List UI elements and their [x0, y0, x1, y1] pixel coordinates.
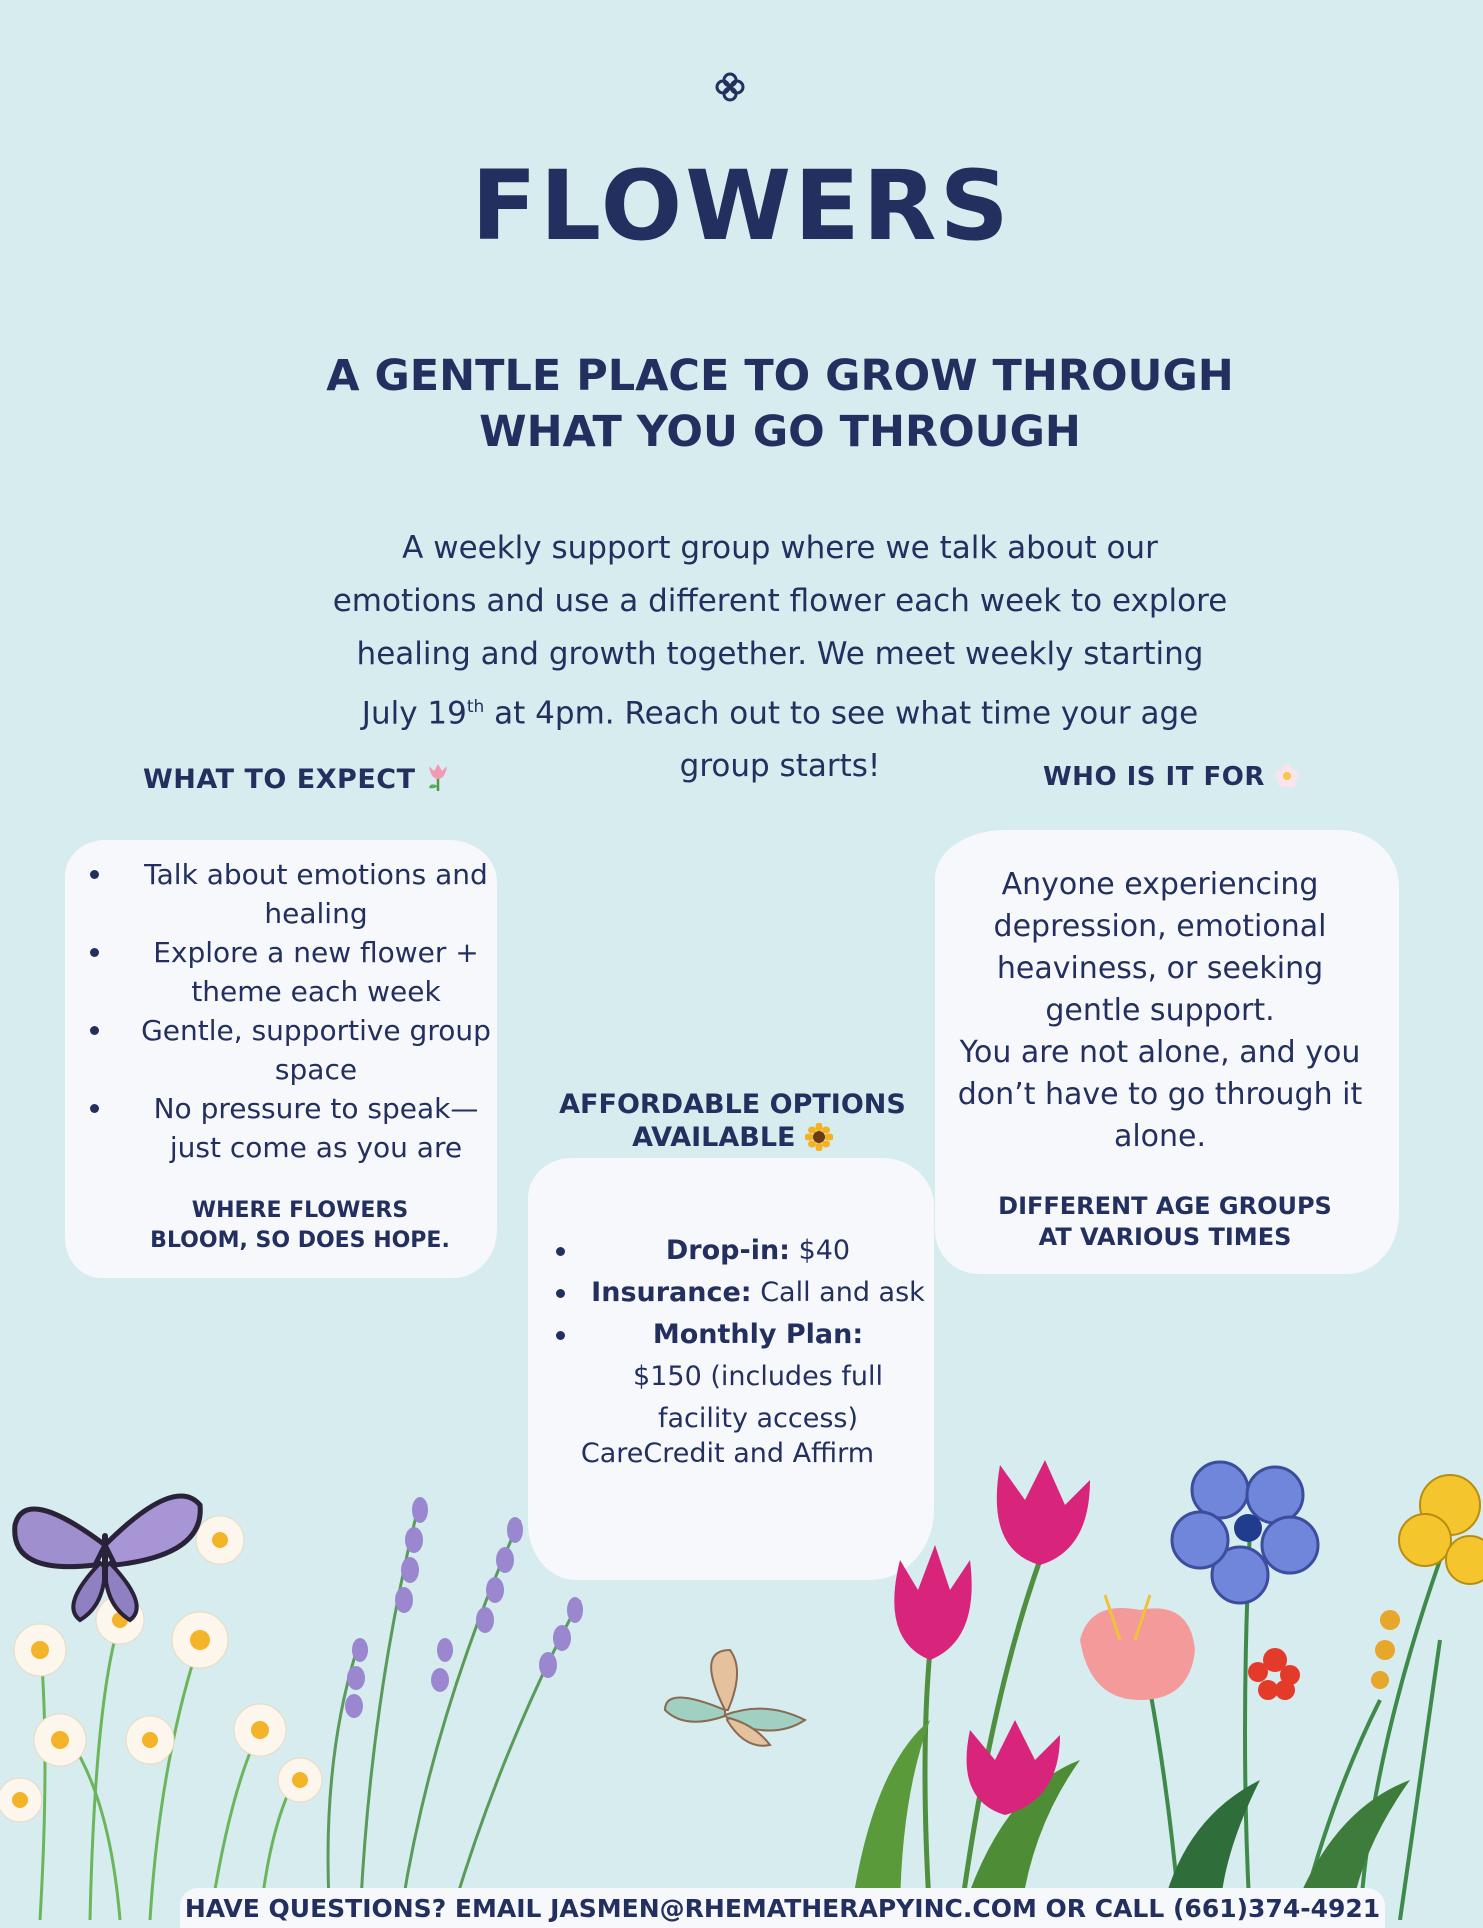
- list-item: Gentle, supportive group space: [90, 1011, 510, 1089]
- who-text: [955, 864, 1365, 1158]
- contact-footer: HAVE QUESTIONS? EMAIL JASMEN@RHEMATHERAPYINC.COM OR CALL (661)374-4921: [184, 1894, 1381, 1923]
- tulip-emoji-icon: [425, 762, 451, 792]
- subtitle-line-1: A GENTLE PLACE TO GROW THROUGH: [326, 351, 1234, 401]
- intro-superscript: th: [466, 697, 485, 717]
- intro-text-2: at 4pm. Reach out to see what time your age group starts!: [484, 695, 1199, 785]
- who-text-1: Anyone experiencing depression, emotional heaviness, or seeking gentle support.: [993, 867, 1327, 1028]
- flower-illustrations: [0, 1450, 1483, 1920]
- list-item: Explore a new flower + theme each week: [90, 933, 510, 1011]
- payment-note: CareCredit and Affirm: [580, 1438, 875, 1469]
- who-text-2: You are not alone, and you don’t have to go through it alone.: [957, 1035, 1363, 1154]
- list-item: Monthly Plan: $150 (includes full facility access): [548, 1314, 928, 1440]
- expect-list: [90, 855, 510, 1167]
- who-heading: [1043, 762, 1300, 792]
- options-heading-line-2: AVAILABLE: [545, 1121, 920, 1154]
- subtitle: [300, 348, 1260, 460]
- lavender-sprigs: [328, 1497, 583, 1920]
- sunflower-emoji-icon: [805, 1123, 833, 1151]
- list-item: Insurance: Call and ask: [548, 1272, 928, 1314]
- list-item: No pressure to speak—just come as you are: [90, 1089, 510, 1167]
- interlocking-loops-icon: [713, 70, 747, 104]
- expect-tagline-line-2: BLOOM, SO DOES HOPE.: [150, 1228, 450, 1253]
- who-heading-text: WHO IS IT FOR: [1043, 762, 1265, 792]
- list-item: Talk about emotions and healing: [90, 855, 510, 933]
- who-tagline: [960, 1191, 1370, 1253]
- intro-paragraph: [330, 522, 1230, 793]
- blossom-emoji-icon: [1274, 763, 1300, 789]
- list-item: Drop-in: $40: [548, 1230, 928, 1272]
- subtitle-line-2: WHAT YOU GO THROUGH: [479, 407, 1081, 457]
- wildflowers-right: [1080, 1462, 1483, 1920]
- page-title: FLOWERS: [471, 150, 1012, 262]
- options-list: [548, 1230, 928, 1440]
- who-tagline-line-1: DIFFERENT AGE GROUPS: [998, 1192, 1332, 1220]
- options-heading-line-1: AFFORDABLE OPTIONS: [559, 1089, 906, 1120]
- options-heading: [545, 1088, 920, 1154]
- daisy-cluster: [0, 1516, 322, 1920]
- expect-heading: [143, 762, 451, 795]
- butterfly: [665, 1650, 805, 1746]
- intro-text-1: A weekly support group where we talk about our emotions and use a different flower each week to explore healing and growth together. We meet weekly starting July 19: [332, 530, 1228, 732]
- expect-tagline: [100, 1196, 500, 1256]
- who-tagline-line-2: AT VARIOUS TIMES: [1038, 1223, 1292, 1251]
- tulips: [850, 1460, 1090, 1920]
- expect-tagline-line-1: WHERE FLOWERS: [191, 1198, 409, 1223]
- expect-heading-text: WHAT TO EXPECT: [143, 764, 416, 795]
